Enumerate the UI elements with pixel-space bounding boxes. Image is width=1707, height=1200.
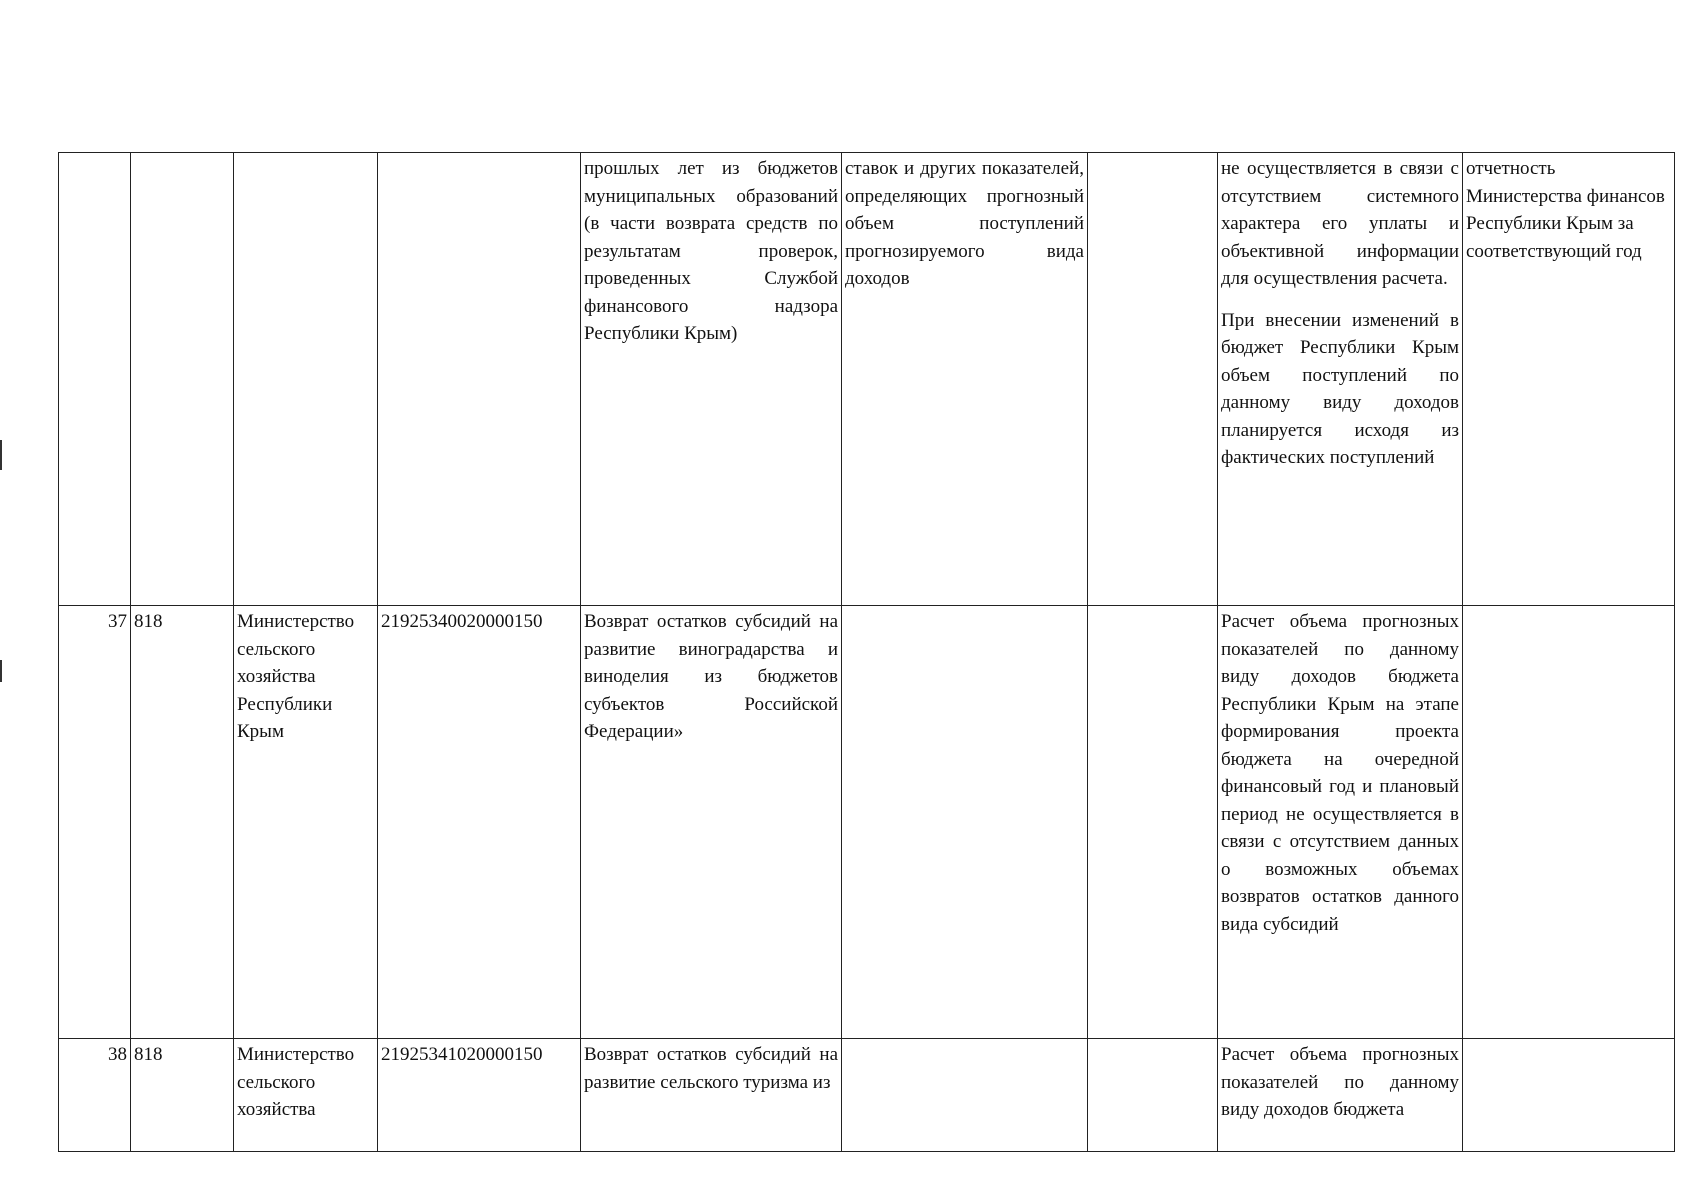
cell-number: 37 (59, 606, 131, 1039)
table-row (59, 606, 1675, 1039)
cell-admin-name (234, 153, 378, 606)
cell-kbk: 21925341020000150 (378, 1039, 581, 1152)
income-forecast-table (58, 152, 1675, 1152)
cell-admin-name: Министерство сельского хозяйства (234, 1039, 378, 1152)
cell-calculation: Расчет объема прогнозных показателей по данному виду доходов бюджета (1218, 1039, 1463, 1152)
table-row (59, 1039, 1675, 1152)
cell-empty (1088, 606, 1218, 1039)
calculation-paragraph: не осуществляется в связи с отсутствием системного характера его уплаты и объективной информации для осуществления расчета. (1221, 158, 1459, 289)
scan-artifact-left-edge-lower (0, 660, 2, 682)
cell-kbk: 21925340020000150 (378, 606, 581, 1039)
cell-calculation: Расчет объема прогнозных показателей по данному виду доходов бюджета Республики Крым на этапе формирования проекта бюджета на очередной финансовый год и плановый период не осуществляется в связи с отсутствием данных о возможных объемах возвратов остатков данного вида субсидий (1218, 606, 1463, 1039)
cell-source (1463, 606, 1675, 1039)
cell-source (1463, 1039, 1675, 1152)
cell-description: прошлых лет из бюджетов муниципальных образований (в части возврата средств по результатам проверок, проведенных Службой финансового надзора Республики Крым) (581, 153, 842, 606)
cell-calculation (1218, 153, 1463, 606)
calculation-paragraph: При внесении изменений в бюджет Республики Крым объем поступлений по данному виду доходов планируется исходя из фактических поступлений (1221, 309, 1459, 468)
scan-artifact-left-edge (0, 440, 2, 470)
table-row-continuation (59, 153, 1675, 606)
cell-method (842, 606, 1088, 1039)
cell-empty (1088, 153, 1218, 606)
cell-description: Возврат остатков субсидий на развитие виноградарства и виноделия из бюджетов субъектов Российской Федерации» (581, 606, 842, 1039)
cell-admin-code (131, 153, 234, 606)
cell-empty (1088, 1039, 1218, 1152)
cell-description: Возврат остатков субсидий на развитие сельского туризма из (581, 1039, 842, 1152)
cell-method (842, 1039, 1088, 1152)
cell-admin-code: 818 (131, 606, 234, 1039)
cell-number (59, 153, 131, 606)
cell-number: 38 (59, 1039, 131, 1152)
cell-admin-code: 818 (131, 1039, 234, 1152)
cell-source: отчетность Министерства финансов Республики Крым за соответствующий год (1463, 153, 1675, 606)
cell-kbk (378, 153, 581, 606)
cell-method: ставок и других показателей, определяющих прогнозный объем поступлений прогнозируемого вида доходов (842, 153, 1088, 606)
cell-admin-name: Министерство сельского хозяйства Республики Крым (234, 606, 378, 1039)
